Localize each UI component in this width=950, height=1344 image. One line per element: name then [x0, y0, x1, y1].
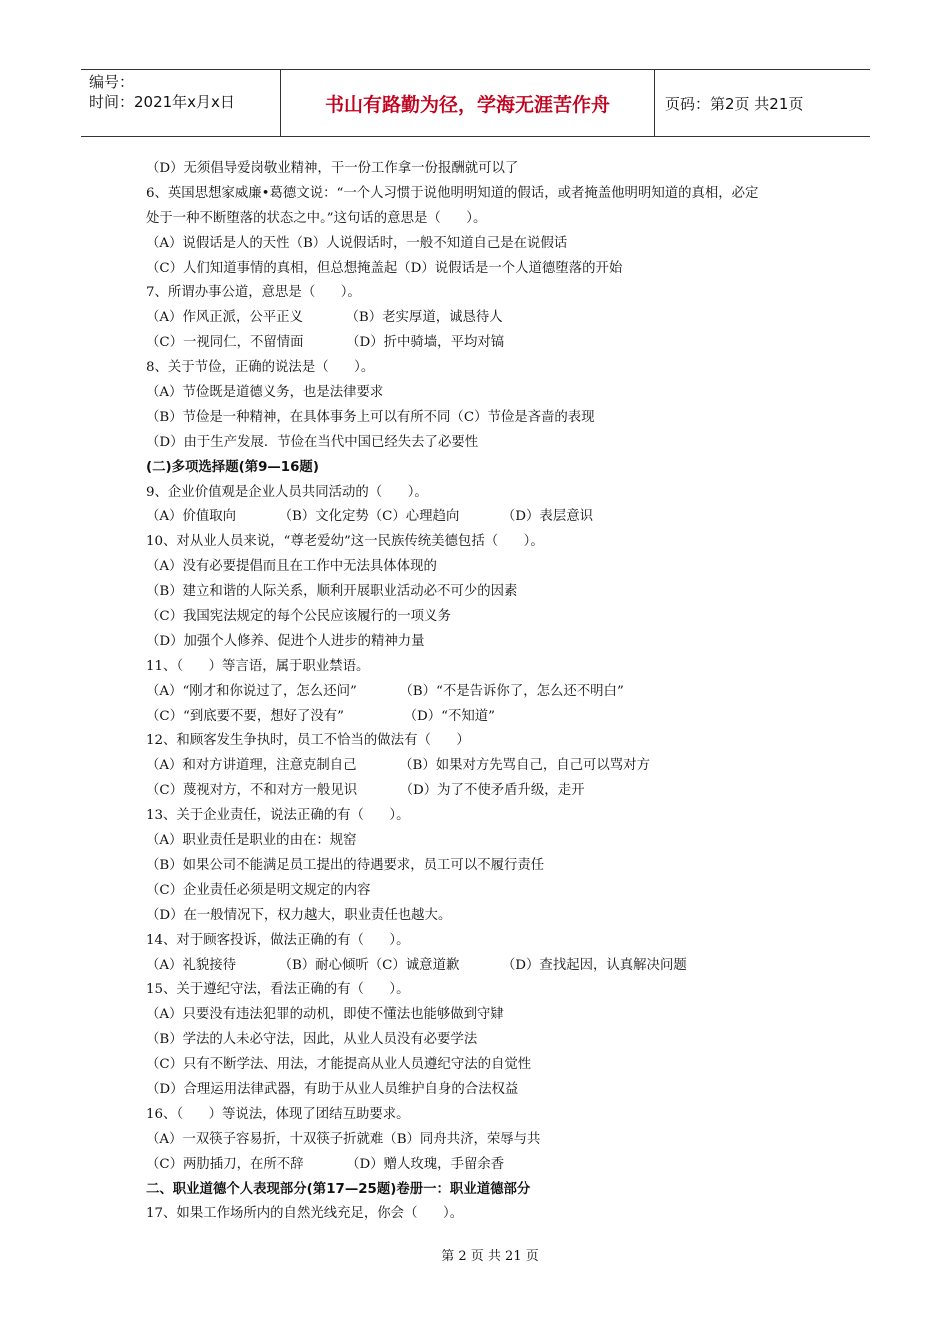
- text-line: （A）礼貌接待 （B）耐心倾听（C）诚意道歉 （D）查找起因，认真解决问题: [146, 957, 687, 973]
- text-line: （A）一双筷子容易折，十双筷子折就难（B）同舟共济，荣辱与共: [146, 1131, 541, 1147]
- text-line: （B）节俭是一种精神，在具体事务上可以有所不同（C）节俭是吝啬的表现: [146, 409, 595, 425]
- time-label: 时间：2021年x月x日: [89, 93, 235, 111]
- text-line: （B）如果公司不能满足员工提出的待遇要求，员工可以不履行责任: [146, 857, 545, 873]
- section-heading: (二)多项选择题(第9—16题): [146, 459, 319, 475]
- text-line: （D）合理运用法律武器，有助于从业人员维护自身的合法权益: [146, 1081, 519, 1097]
- text-line: （C）我国宪法规定的每个公民应该履行的一项义务: [146, 609, 451, 625]
- text-line: 6、英国思想家威廉•葛德文说：“一个人习惯于说他明明知道的假话，或者掩盖他明明知道的真相，必定: [146, 185, 759, 201]
- text-line: （C）人们知道事情的真相，但总想掩盖起（D）说假话是一个人道德堕落的开始: [146, 260, 623, 276]
- text-line: （D）由于生产发展．节俭在当代中国已经失去了必要性: [146, 434, 479, 450]
- text-line: 15、关于遵纪守法，看法正确的有（ ）。: [146, 982, 410, 998]
- text-line: （C）只有不断学法、用法，才能提高从业人员遵纪守法的自觉性: [146, 1057, 532, 1073]
- page-header: [81, 69, 870, 137]
- text-line: （C）“到底要不要，想好了没有” （D）“不知道”: [146, 708, 495, 724]
- header-motto: 书山有路勤为径，学海无涯苦作舟: [281, 70, 655, 136]
- text-line: （A）和对方讲道理，注意克制自己 （B）如果对方先骂自己，自己可以骂对方: [146, 758, 650, 774]
- text-line: （A）价值取向 （B）文化定势（C）心理趋向 （D）表层意识: [146, 509, 593, 525]
- text-line: 17、如果工作场所内的自然光线充足，你会（ ）。: [146, 1206, 464, 1222]
- text-line: （C）企业责任必须是明文规定的内容: [146, 882, 371, 898]
- text-line: （C）蔑视对方，不和对方一般见识 （D）为了不使矛盾升级，走开: [146, 783, 585, 799]
- section-heading: 二、职业道德个人表现部分(第17—25题)卷册一：职业道德部分: [146, 1181, 531, 1197]
- text-line: （D）无须倡导爱岗敬业精神，干一份工作拿一份报酬就可以了: [146, 161, 519, 176]
- number-label: 编号：: [89, 73, 135, 91]
- document-body: [146, 157, 826, 1227]
- text-line: （A）节俭既是道德义务，也是法律要求: [146, 385, 384, 401]
- text-line: （B）学法的人未必守法，因此，从业人员没有必要学法: [146, 1032, 478, 1048]
- text-line: 7、所谓办事公道，意思是（ ）。: [146, 285, 361, 301]
- text-line: 处于一种不断堕落的状态之中。”这句话的意思是（ ）。: [146, 210, 487, 226]
- text-line: （A）作风正派，公平正义 （B）老实厚道，诚恳待人: [146, 310, 503, 326]
- text-line: （C）一视同仁，不留情面 （D）折中骑墙，平均对镐: [146, 335, 505, 351]
- text-line: （C）两肋插刀，在所不辞 （D）赠人玫瑰，手留余香: [146, 1156, 505, 1172]
- text-line: （A）只要没有违法犯罪的动机，即使不懂法也能够做到守肄: [146, 1007, 504, 1023]
- text-line: 12、和顾客发生争执时，员工不恰当的做法有（ ）: [146, 733, 470, 749]
- header-meta-cell: [81, 70, 281, 136]
- text-line: （A）“刚才和你说过了，怎么还问” （B）“不是告诉你了，怎么还不明白”: [146, 683, 624, 699]
- text-line: （A）没有必要提倡而且在工作中无法具体体现的: [146, 559, 437, 575]
- text-line: 10、对从业人员来说，“尊老爱幼”这一民族传统美德包括（ ）。: [146, 534, 544, 550]
- text-line: 16、（ ）等说法，体现了团结互助要求。: [146, 1106, 410, 1122]
- text-line: （A）说假话是人的天性（B）人说假话时，一般不知道自己是在说假话: [146, 235, 568, 251]
- text-line: （B）建立和谐的人际关系，顺利开展职业活动必不可少的因素: [146, 584, 518, 600]
- text-line: 8、关于节俭，正确的说法是（ ）。: [146, 360, 375, 376]
- text-line: 14、对于顾客投诉，做法正确的有（ ）。: [146, 932, 410, 948]
- text-line: 13、关于企业责任，说法正确的有（ ）。: [146, 808, 410, 824]
- text-line: 9、企业价值观是企业人员共同活动的（ ）。: [146, 484, 428, 500]
- text-line: （D）加强个人修养、促进个人进步的精神力量: [146, 633, 425, 649]
- text-line: 11、（ ）等言语，属于职业禁语。: [146, 658, 370, 674]
- text-line: （A）职业责任是职业的由在：规窑: [146, 833, 357, 849]
- page-footer: 第 2 页 共 21 页: [441, 1249, 539, 1264]
- header-page-info: 页码：第2页 共21页: [665, 94, 804, 113]
- text-line: （D）在一般情况下，权力越大，职业责任也越大。: [146, 907, 452, 923]
